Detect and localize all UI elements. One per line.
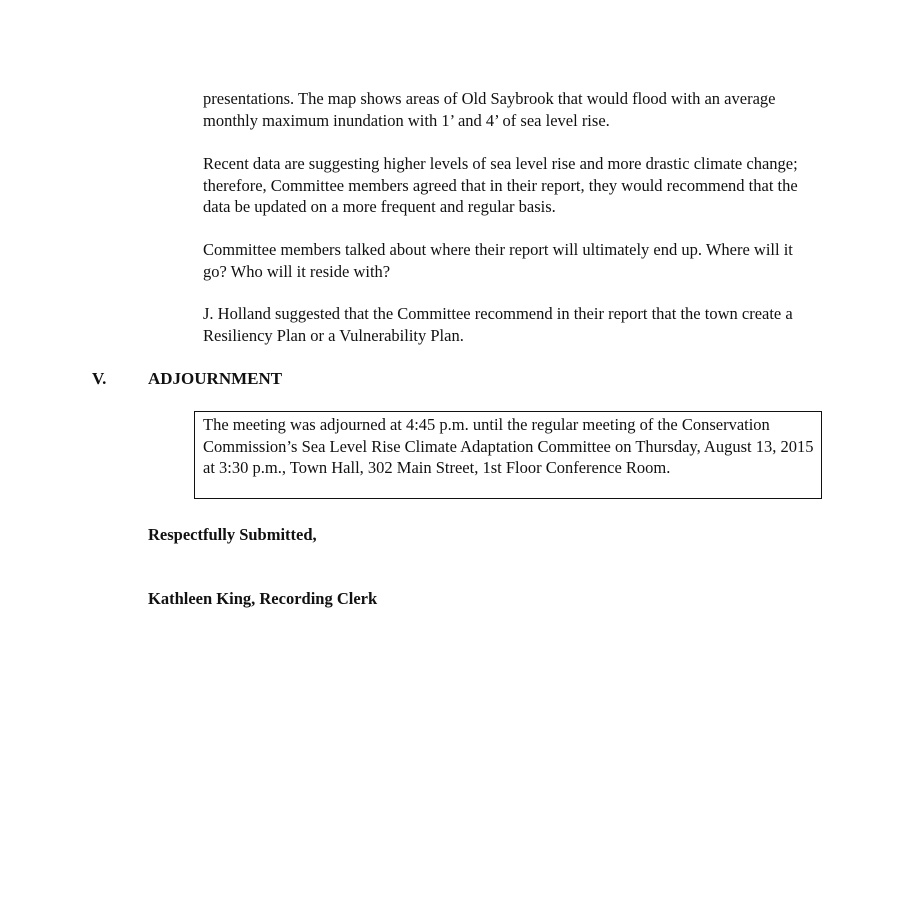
section-title: ADJOURNMENT <box>148 369 283 388</box>
paragraph-map-description: presentations. The map shows areas of Old Saybrook that would flood with an average monthly maximum inundation with 1’ and 4’ of sea level rise. <box>203 89 776 130</box>
section-number: V. <box>92 369 107 388</box>
paragraph-recent-data: Recent data are suggesting higher levels of sea level rise and more drastic climate change; therefore, Committee members agreed that in their report, they would recommend that the data be updated on a more frequent and regular basis. <box>203 154 798 216</box>
signature-text: Kathleen King, Recording Clerk <box>148 589 378 608</box>
closing-text: Respectfully Submitted, <box>148 525 317 544</box>
paragraph-holland-suggestion: J. Holland suggested that the Committee recommend in their report that the town create a Resiliency Plan or a Vulnerability Plan. <box>203 304 793 345</box>
adjournment-box: The meeting was adjourned at 4:45 p.m. until the regular meeting of the Conservation Commission’s Sea Level Rise Climate Adaptation Committee on Thursday, August 13, 2015 at 3:30 p.m., Town Hall, 302 Main Street, 1st Floor Conference Room. <box>194 411 822 499</box>
paragraph-report-destination: Committee members talked about where their report will ultimately end up. Where will it go? Who will it reside with? <box>203 240 793 281</box>
